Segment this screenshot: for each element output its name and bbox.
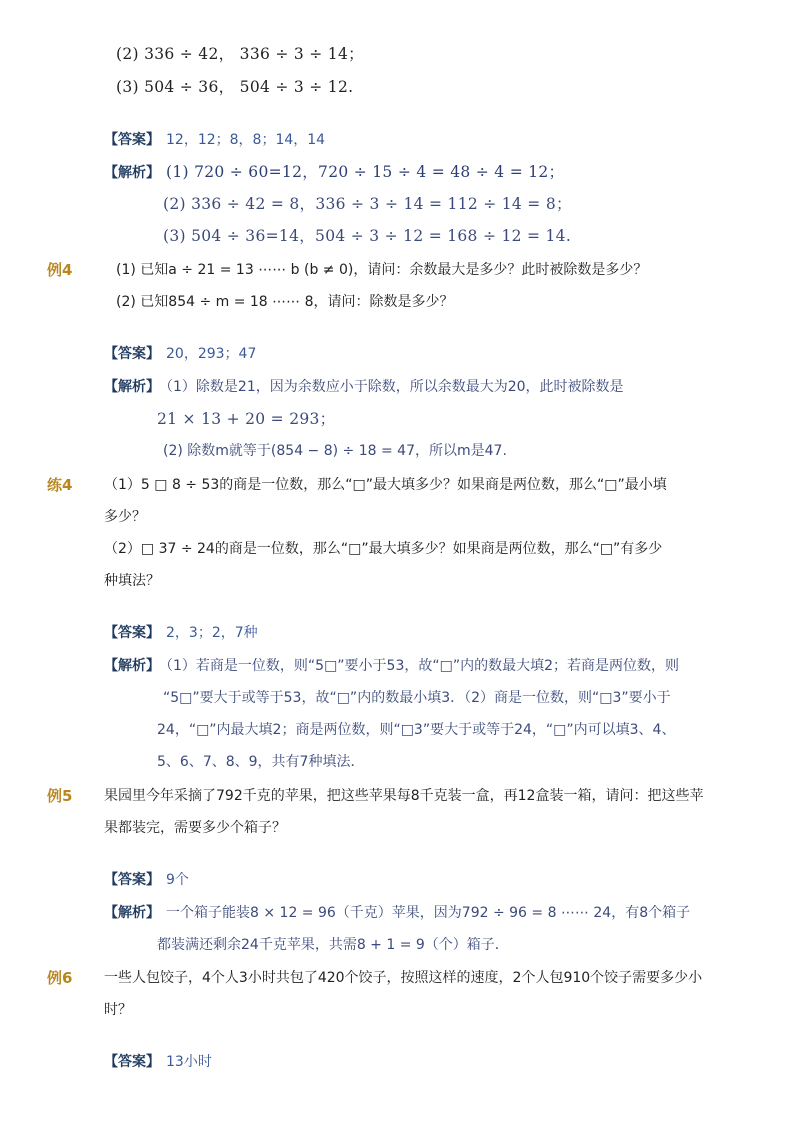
solution-text: （1）若商是一位数，则“5□”要小于53，故“□”内的数最大填2；若商是两位数，则: [166, 658, 680, 674]
answer-tag: 【答案】: [104, 625, 160, 641]
question-line: (3) 504 ÷ 36， 504 ÷ 3 ÷ 12.: [116, 78, 354, 96]
solution-line: [104, 656, 679, 676]
answer-line: [104, 344, 256, 364]
answer-text: 9个: [166, 872, 189, 888]
solution-line: [104, 903, 690, 923]
solution-tag: 【解析】: [104, 905, 160, 921]
solution-text: （1）除数是21，因为余数应小于除数，所以余数最大为20，此时被除数是: [166, 379, 624, 395]
solution-line: 5、6、7、8、9，共有7种填法．: [157, 754, 365, 770]
answer-tag: 【答案】: [104, 346, 160, 362]
solution-line: “5□”要大于或等于53，故“□”内的数最小填3．（2）商是一位数，则“□3”要小于: [163, 690, 671, 706]
solution-tag: 【解析】: [104, 379, 160, 395]
question-line: （1）5 □ 8 ÷ 53的商是一位数，那么“□”最大填多少？如果商是两位数，那么“□”最小填: [104, 477, 667, 493]
answer-line: [104, 870, 189, 890]
example-label: 例6: [47, 969, 73, 987]
solution-line: (2) 336 ÷ 42 = 8，336 ÷ 3 ÷ 14 = 112 ÷ 14 = 8；: [163, 195, 572, 213]
solution-line: [104, 162, 564, 183]
solution-line: 24，“□”内最大填2；商是两位数，则“□3”要大于或等于24，“□”内可以填3、4、: [157, 722, 676, 738]
question-line: (1) 已知a ÷ 21 = 13 ⋯⋯ b (b ≠ 0)，请问：余数最大是多少？此时被除数是多少？: [116, 262, 648, 278]
question-line: 果园里今年采摘了792千克的苹果，把这些苹果每8千克装一盒，再12盒装一箱，请问：把这些苹: [104, 788, 704, 804]
question-line: 种填法？: [104, 573, 160, 589]
answer-text: 13小时: [166, 1054, 212, 1070]
question-line: (2) 336 ÷ 42， 336 ÷ 3 ÷ 14；: [116, 45, 364, 63]
answer-tag: 【答案】: [104, 132, 160, 148]
example-label: 例4: [47, 261, 73, 279]
question-line: (2) 已知854 ÷ m = 18 ⋯⋯ 8，请问：除数是多少？: [116, 294, 454, 310]
solution-text: (1) 720 ÷ 60=12，720 ÷ 15 ÷ 4 = 48 ÷ 4 = 12；: [166, 163, 565, 181]
answer-line: [104, 130, 325, 150]
solution-tag: 【解析】: [104, 658, 160, 674]
answer-line: [104, 1052, 212, 1072]
solution-line: [104, 377, 624, 397]
question-line: （2）□ 37 ÷ 24的商是一位数，那么“□”最大填多少？如果商是两位数，那么“□”有多少: [104, 541, 663, 557]
question-line: 多少？: [104, 509, 146, 525]
practice-label: 练4: [47, 476, 73, 494]
question-line: 果都装完，需要多少个箱子？: [104, 820, 286, 836]
solution-line: 都装满还剩余24千克苹果，共需8 + 1 = 9（个）箱子．: [157, 937, 509, 953]
answer-text: 12，12；8，8；14，14: [166, 132, 326, 148]
example-label: 例5: [47, 787, 73, 805]
solution-tag: 【解析】: [104, 165, 160, 181]
solution-text: 一个箱子能装8 × 12 = 96（千克）苹果，因为792 ÷ 96 = 8 ⋯⋯ 24，有8个箱子: [166, 905, 691, 921]
answer-tag: 【答案】: [104, 872, 160, 888]
solution-line: (2) 除数m就等于(854 − 8) ÷ 18 = 47，所以m是47.: [163, 443, 507, 459]
solution-line: (3) 504 ÷ 36=14，504 ÷ 3 ÷ 12 = 168 ÷ 12 = 14.: [163, 227, 572, 245]
answer-line: [104, 623, 258, 643]
question-line: 时？: [104, 1002, 132, 1018]
solution-line: 21 × 13 + 20 = 293；: [157, 410, 336, 428]
answer-text: 2，3；2，7种: [166, 625, 258, 641]
question-line: 一些人包饺子，4个人3小时共包了420个饺子，按照这样的速度，2个人包910个饺子需要多少小: [104, 970, 703, 986]
answer-text: 20，293；47: [166, 346, 257, 362]
answer-tag: 【答案】: [104, 1054, 160, 1070]
